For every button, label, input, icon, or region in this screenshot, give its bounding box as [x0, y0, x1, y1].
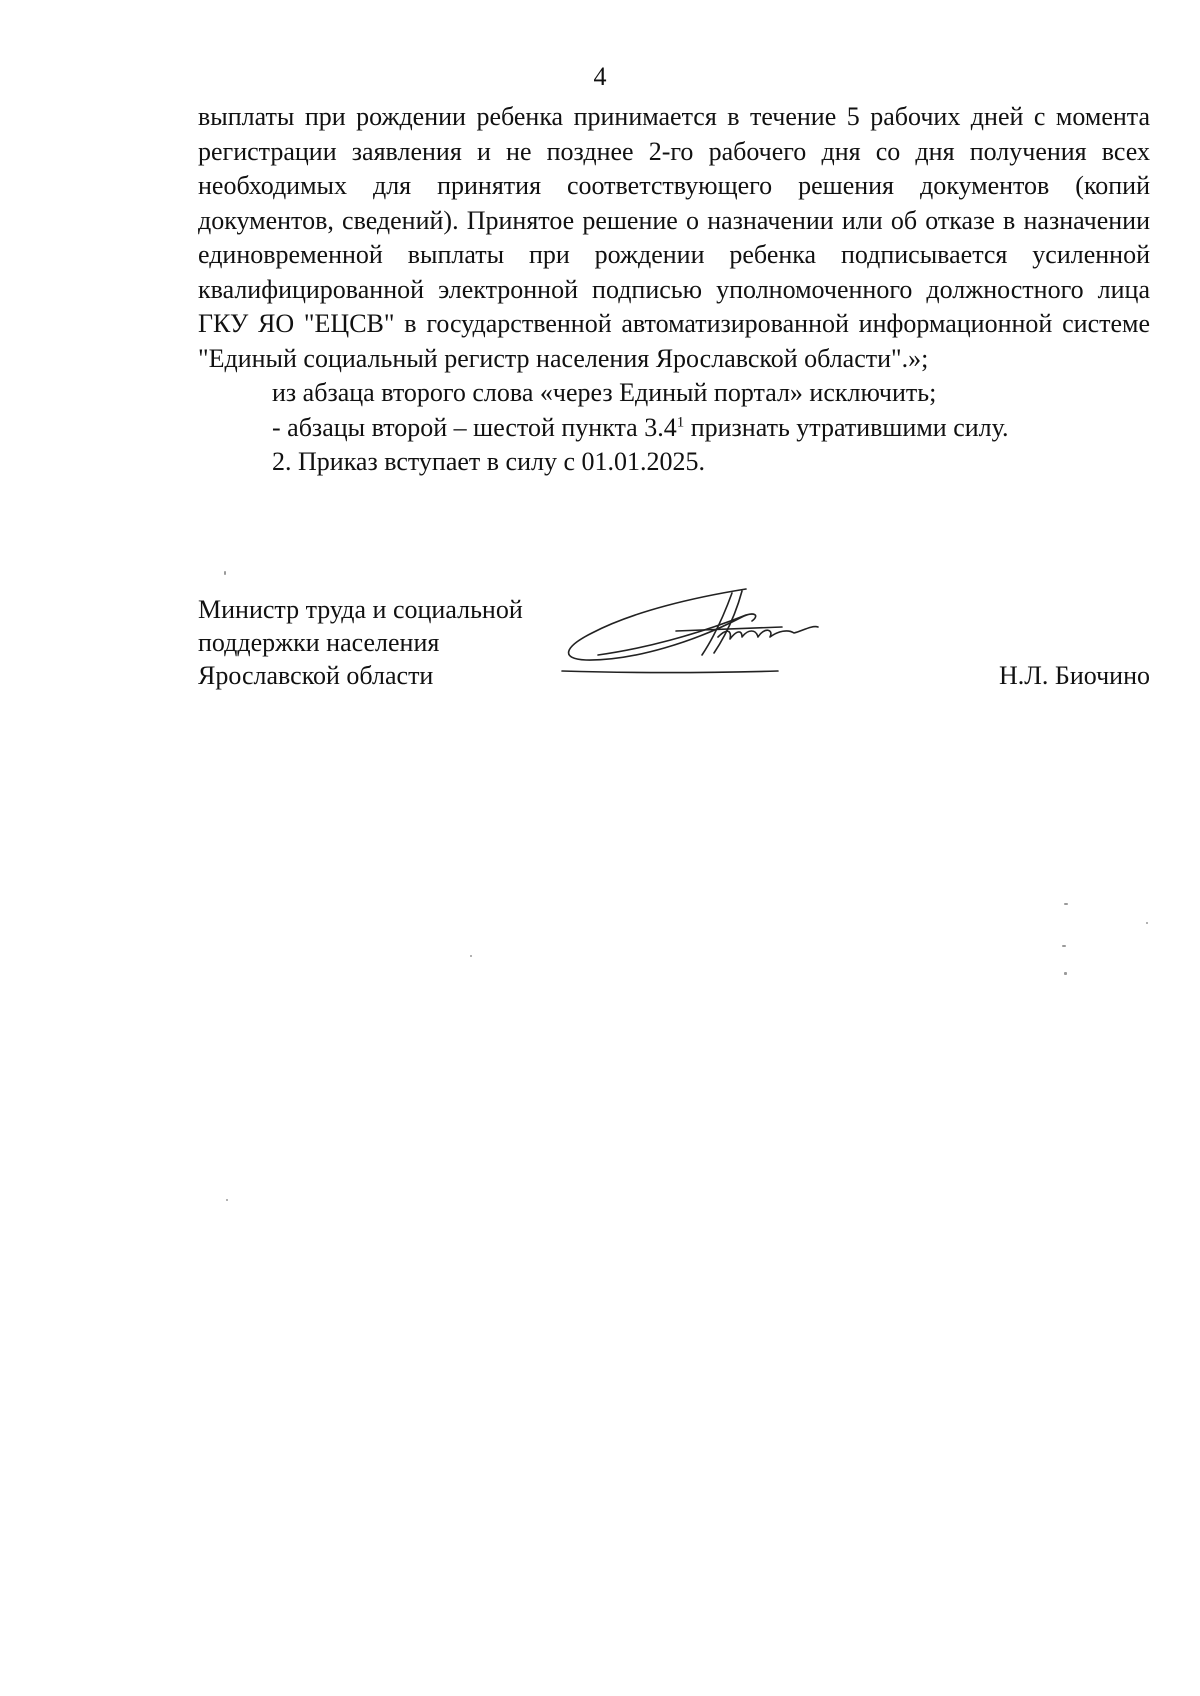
clause-text-before: - абзацы второй – шестой пункта 3.4 [272, 412, 677, 442]
scan-speck [1064, 903, 1068, 905]
scan-speck [224, 571, 226, 575]
signatory-title-line: поддержки населения [198, 628, 440, 657]
signatory-name: Н.Л. Биочино [999, 661, 1150, 690]
scan-speck [226, 1199, 228, 1201]
paragraph-effective-date: 2. Приказ вступает в силу с 01.01.2025. [272, 447, 706, 476]
clause-text-after: признать утратившими силу. [684, 412, 1009, 442]
page-number: 4 [593, 62, 607, 91]
document-body [198, 100, 1150, 480]
scan-speck [470, 955, 472, 957]
paragraph-decision-terms: выплаты при рождении ребенка принимается в течение 5 рабочих дней с момента регистрации заявления и не позднее 2-го рабочего дня со дня получения всех необходимых для принятия соответствующего решения документов (копий документов, сведений). Принятое решение о назначении или об отказе в назначении единовременной выплаты при рождении ребенка подписывается усиленной квалифицированной электронной подписью уполномоченного должностного лица ГКУ ЯО "ЕЦСВ" в государственной автоматизированной информационной системе "Единый социальный регистр населения Ярославской области".»; [198, 102, 1150, 373]
signatory-title-line: Ярославской области [198, 661, 434, 690]
scan-speck [1146, 922, 1148, 924]
scan-speck [1062, 945, 1066, 947]
handwritten-signature [556, 575, 836, 685]
clause-superscript: 1 [676, 413, 685, 430]
paragraph-exclude-words: из абзаца второго слова «через Единый портал» исключить; [272, 378, 937, 407]
paragraph-invalidate-clauses [198, 411, 1150, 446]
signatory-title-line: Министр труда и социальной [198, 595, 523, 624]
scan-speck [1064, 972, 1067, 975]
signatory-title [198, 593, 578, 692]
